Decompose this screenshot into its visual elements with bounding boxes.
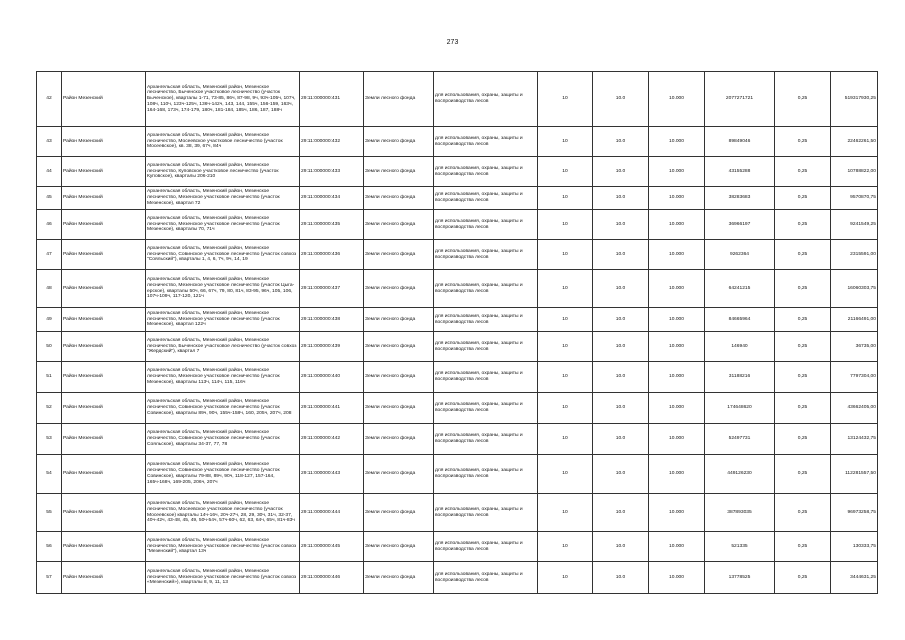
rate-cell: 0,25 [775, 332, 831, 362]
area-cell: 31188216 [705, 362, 775, 393]
address-cell: Архангельская область, Мезенский район, Мезенское лесничество, Совинское участковое лесничество (участок Совинское), кварталы 79-88, 89ч, 90ч, 118-127, 157-164, 165ч-168ч, 169-205, 206ч, 207ч [146, 455, 300, 494]
address-cell: Архангельская область, Мезенский район, Мезенское лесничество, Быченское участковое лесничество (участок Быченское), кварталы 1-71, 73-85, 86ч, 87-98, 9ч, 93ч-105ч, 107ч, 108ч, 110ч, 123ч-125ч, 136ч-142ч, 143, 144, 155ч, 156-159, 163ч, 164-168, 173ч, 174-179, 180ч, 181-184, 185ч, 186, 187, 188ч [146, 72, 300, 127]
region-cell: Район Мезенский [62, 187, 146, 210]
row-number: 51 [37, 362, 62, 393]
quantity-cell: 10 [538, 210, 593, 240]
rate-cell: 0,25 [775, 210, 831, 240]
row-number: 44 [37, 157, 62, 187]
amount-cell: 7797304,00 [831, 362, 878, 393]
permitted-use-cell: для использования, охраны, защиты и воспроизводства лесов [434, 562, 538, 594]
rate-cell: 0,25 [775, 562, 831, 594]
region-cell: Район Мезенский [62, 562, 146, 594]
unit-value-cell: 10.0 [593, 240, 649, 270]
row-number: 46 [37, 210, 62, 240]
unit-value-cell: 10.0 [593, 562, 649, 594]
region-cell: Район Мезенский [62, 127, 146, 157]
land-category-cell: Земли лесного фонда [364, 393, 434, 424]
address-cell: Архангельская область, Мезенский район, Мезенское лесничество, Совинское участковое лесничество (участок совхоз "Сояльский"), кварталы 1, 4, 6, 7ч, 9ч, 14, 19 [146, 240, 300, 270]
permitted-use-cell: для использования, охраны, защиты и воспроизводства лесов [434, 393, 538, 424]
permitted-use-cell: для использования, охраны, защиты и воспроизводства лесов [434, 362, 538, 393]
table-row [37, 72, 878, 127]
area-cell: 38283683 [705, 187, 775, 210]
table-row [37, 532, 878, 562]
entity-value-cell: 10.000 [649, 72, 705, 127]
land-category-cell: Земли лесного фонда [364, 362, 434, 393]
address-cell: Архангельская область, Мезенский район, Мезенское лесничество, Мезенское участковое лесничество (участок совхоз "Мезенский"), квартал 13ч [146, 532, 300, 562]
quantity-cell: 10 [538, 562, 593, 594]
table-row [37, 424, 878, 455]
unit-value-cell: 10.0 [593, 424, 649, 455]
quantity-cell: 10 [538, 455, 593, 494]
amount-cell: 13124432,75 [831, 424, 878, 455]
table-row [37, 562, 878, 594]
unit-value-cell: 10.0 [593, 494, 649, 532]
region-cell: Район Мезенский [62, 424, 146, 455]
permitted-use-cell: для использования, охраны, защиты и воспроизводства лесов [434, 532, 538, 562]
rate-cell: 0,25 [775, 72, 831, 127]
region-cell: Район Мезенский [62, 494, 146, 532]
amount-cell: 43662405,00 [831, 393, 878, 424]
land-category-cell: Земли лесного фонда [364, 308, 434, 332]
area-cell: 84665964 [705, 308, 775, 332]
region-cell: Район Мезенский [62, 393, 146, 424]
table-row [37, 240, 878, 270]
row-number: 54 [37, 455, 62, 494]
row-number: 42 [37, 72, 62, 127]
rate-cell: 0,25 [775, 157, 831, 187]
region-cell: Район Мезенский [62, 210, 146, 240]
permitted-use-cell: для использования, охраны, защиты и воспроизводства лесов [434, 270, 538, 308]
address-cell: Архангельская область, Мезенский район, Мезенское лесничество, Мезенское участковое лесничество (участок Цыга-ерское), кварталы 50ч, 66, 67ч, 79, 80, 81ч, 83-95, 96ч, 105, 106, 107ч-109ч, 117-120, 121ч [146, 270, 300, 308]
quantity-cell: 10 [538, 424, 593, 455]
area-cell: 521335 [705, 532, 775, 562]
area-cell: 9262364 [705, 240, 775, 270]
cadastral-number-cell: 29:11:000000:433 [300, 157, 364, 187]
table-row [37, 362, 878, 393]
cadastral-number-cell: 29:11:000000:440 [300, 362, 364, 393]
cadastral-number-cell: 29:11:000000:437 [300, 270, 364, 308]
unit-value-cell: 10.0 [593, 127, 649, 157]
row-number: 45 [37, 187, 62, 210]
row-number: 43 [37, 127, 62, 157]
quantity-cell: 10 [538, 332, 593, 362]
table-row [37, 187, 878, 210]
rate-cell: 0,25 [775, 308, 831, 332]
cadastral-number-cell: 29:11:000000:441 [300, 393, 364, 424]
region-cell: Район Мезенский [62, 72, 146, 127]
land-category-cell: Земли лесного фонда [364, 187, 434, 210]
land-category-cell: Земли лесного фонда [364, 424, 434, 455]
quantity-cell: 10 [538, 494, 593, 532]
table-row [37, 210, 878, 240]
rate-cell: 0,25 [775, 393, 831, 424]
cadastral-number-cell: 29:11:000000:439 [300, 332, 364, 362]
amount-cell: 112281557,50 [831, 455, 878, 494]
row-number: 50 [37, 332, 62, 362]
land-category-cell: Земли лесного фонда [364, 72, 434, 127]
permitted-use-cell: для использования, охраны, защиты и воспроизводства лесов [434, 72, 538, 127]
rate-cell: 0,25 [775, 362, 831, 393]
quantity-cell: 10 [538, 157, 593, 187]
row-number: 48 [37, 270, 62, 308]
address-cell: Архангельская область, Мезенский район, Мезенское лесничество, Мезенское участковое лесничество (участок Мезенское), кварталы 70, 71ч [146, 210, 300, 240]
area-cell: 43155288 [705, 157, 775, 187]
quantity-cell: 10 [538, 127, 593, 157]
entity-value-cell: 10.000 [649, 332, 705, 362]
row-number: 47 [37, 240, 62, 270]
land-category-cell: Земли лесного фонда [364, 210, 434, 240]
rate-cell: 0,25 [775, 494, 831, 532]
address-cell: Архангельская область, Мезенский район, Мезенское лесничество, Мезенское участковое лесничество (участок совхоз «Мезенский»), кварталы 8, 9, 11, 13 [146, 562, 300, 594]
entity-value-cell: 10.000 [649, 455, 705, 494]
permitted-use-cell: для использования, охраны, защиты и воспроизводства лесов [434, 494, 538, 532]
table-row [37, 393, 878, 424]
entity-value-cell: 10.000 [649, 362, 705, 393]
amount-cell: 96973258,75 [831, 494, 878, 532]
table-row [37, 455, 878, 494]
land-category-cell: Земли лесного фонда [364, 240, 434, 270]
area-cell: 174648620 [705, 393, 775, 424]
table-row [37, 157, 878, 187]
amount-cell: 36735,00 [831, 332, 878, 362]
quantity-cell: 10 [538, 72, 593, 127]
entity-value-cell: 10.000 [649, 308, 705, 332]
quantity-cell: 10 [538, 240, 593, 270]
permitted-use-cell: для использования, охраны, защиты и воспроизводства лесов [434, 455, 538, 494]
address-cell: Архангельская область, Мезенский район, Мезенское лесничество, Мезенское участковое лесничество (участок Мезенское), квартал 72 [146, 187, 300, 210]
amount-cell: 10788822,00 [831, 157, 878, 187]
amount-cell: 9570870,75 [831, 187, 878, 210]
land-category-cell: Земли лесного фонда [364, 127, 434, 157]
unit-value-cell: 10.0 [593, 72, 649, 127]
rate-cell: 0,25 [775, 187, 831, 210]
region-cell: Район Мезенский [62, 157, 146, 187]
cadastral-number-cell: 29:11:000000:444 [300, 494, 364, 532]
entity-value-cell: 10.000 [649, 562, 705, 594]
permitted-use-cell: для использования, охраны, защиты и воспроизводства лесов [434, 210, 538, 240]
table-row [37, 332, 878, 362]
entity-value-cell: 10.000 [649, 127, 705, 157]
cadastral-number-cell: 29:11:000000:443 [300, 455, 364, 494]
quantity-cell: 10 [538, 393, 593, 424]
quantity-cell: 10 [538, 308, 593, 332]
row-number: 56 [37, 532, 62, 562]
quantity-cell: 10 [538, 362, 593, 393]
cadastral-number-cell: 29:11:000000:438 [300, 308, 364, 332]
land-register-table [36, 71, 878, 594]
land-category-cell: Земли лесного фонда [364, 455, 434, 494]
land-category-cell: Земли лесного фонда [364, 332, 434, 362]
region-cell: Район Мезенский [62, 240, 146, 270]
rate-cell: 0,25 [775, 127, 831, 157]
region-cell: Район Мезенский [62, 532, 146, 562]
address-cell: Архангельская область, Мезенский район, Мезенское лесничество, Совинское участковое лесничество (участок Совинское), кварталы 89ч, 90ч, 155ч-158ч, 160, 205ч, 207ч, 208 [146, 393, 300, 424]
cadastral-number-cell: 29:11:000000:442 [300, 424, 364, 455]
address-cell: Архангельская область, Мезенский район, Мезенское лесничество, Быченское участковое лесничество (участок совхоз "Жердский"), квартал 7 [146, 332, 300, 362]
area-cell: 146940 [705, 332, 775, 362]
amount-cell: 22462261,50 [831, 127, 878, 157]
row-number: 57 [37, 562, 62, 594]
permitted-use-cell: для использования, охраны, защиты и воспроизводства лесов [434, 332, 538, 362]
permitted-use-cell: для использования, охраны, защиты и воспроизводства лесов [434, 157, 538, 187]
unit-value-cell: 10.0 [593, 455, 649, 494]
unit-value-cell: 10.0 [593, 362, 649, 393]
address-cell: Архангельская область, Мезенский район, Мезенское лесничество, Мезенское участковое лесничество (участок Мезенское), кварталы 113ч, 114ч, 115, 116ч [146, 362, 300, 393]
entity-value-cell: 10.000 [649, 187, 705, 210]
entity-value-cell: 10.000 [649, 424, 705, 455]
table-row [37, 494, 878, 532]
amount-cell: 519317930,25 [831, 72, 878, 127]
amount-cell: 16060303,75 [831, 270, 878, 308]
cadastral-number-cell: 29:11:000000:435 [300, 210, 364, 240]
permitted-use-cell: для использования, охраны, защиты и воспроизводства лесов [434, 187, 538, 210]
region-cell: Район Мезенский [62, 455, 146, 494]
unit-value-cell: 10.0 [593, 187, 649, 210]
unit-value-cell: 10.0 [593, 270, 649, 308]
address-cell: Архангельская область, Мезенский район, Мезенское лесничество, Мосеевское участковое лесничество (участок Мосеевское) кварталы 14ч-16ч, 20ч-27ч, 28, 29, 30ч, 31ч, 32-37, 40ч-42ч, 43-48, 45, 49, 50ч-54ч, 57ч-60ч, 62, 63, 64ч, 65ч, 81ч-83ч [146, 494, 300, 532]
amount-cell: 3444631,25 [831, 562, 878, 594]
address-cell: Архангельская область, Мезенский район, Мезенское лесничество, Мосеевское участковое лесничество (участок Мосеевское), кв. 38, 39, 67ч, 84ч [146, 127, 300, 157]
row-number: 52 [37, 393, 62, 424]
address-cell: Архангельская область, Мезенский район, Мезенское лесничество, Куповское участковое лесничество (участок Куповское), кварталы 206-210 [146, 157, 300, 187]
area-cell: 64241215 [705, 270, 775, 308]
entity-value-cell: 10.000 [649, 494, 705, 532]
region-cell: Район Мезенский [62, 270, 146, 308]
cadastral-number-cell: 29:11:000000:446 [300, 562, 364, 594]
row-number: 49 [37, 308, 62, 332]
area-cell: 2077271721 [705, 72, 775, 127]
quantity-cell: 10 [538, 187, 593, 210]
permitted-use-cell: для использования, охраны, защиты и воспроизводства лесов [434, 240, 538, 270]
unit-value-cell: 10.0 [593, 532, 649, 562]
unit-value-cell: 10.0 [593, 210, 649, 240]
land-category-cell: Земли лесного фонда [364, 494, 434, 532]
area-cell: 387893035 [705, 494, 775, 532]
quantity-cell: 10 [538, 532, 593, 562]
address-cell: Архангельская область, Мезенский район, Мезенское лесничество, Мезенское участковое лесничество (участок Мезенское), квартал 122ч [146, 308, 300, 332]
permitted-use-cell: для использования, охраны, защиты и воспроизводства лесов [434, 127, 538, 157]
amount-cell: 2315591,00 [831, 240, 878, 270]
area-cell: 89849046 [705, 127, 775, 157]
unit-value-cell: 10.0 [593, 308, 649, 332]
entity-value-cell: 10.000 [649, 240, 705, 270]
region-cell: Район Мезенский [62, 362, 146, 393]
rate-cell: 0,25 [775, 455, 831, 494]
table-row [37, 308, 878, 332]
row-number: 53 [37, 424, 62, 455]
cadastral-number-cell: 29:11:000000:445 [300, 532, 364, 562]
rate-cell: 0,25 [775, 532, 831, 562]
amount-cell: 9241549,25 [831, 210, 878, 240]
unit-value-cell: 10.0 [593, 332, 649, 362]
table-row [37, 127, 878, 157]
region-cell: Район Мезенский [62, 308, 146, 332]
area-cell: 13778525 [705, 562, 775, 594]
land-category-cell: Земли лесного фонда [364, 532, 434, 562]
permitted-use-cell: для использования, охраны, защиты и воспроизводства лесов [434, 308, 538, 332]
rate-cell: 0,25 [775, 240, 831, 270]
area-cell: 449126230 [705, 455, 775, 494]
unit-value-cell: 10.0 [593, 393, 649, 424]
row-number: 55 [37, 494, 62, 532]
rate-cell: 0,25 [775, 424, 831, 455]
cadastral-number-cell: 29:11:000000:436 [300, 240, 364, 270]
land-category-cell: Земли лесного фонда [364, 562, 434, 594]
entity-value-cell: 10.000 [649, 393, 705, 424]
table-row [37, 270, 878, 308]
entity-value-cell: 10.000 [649, 157, 705, 187]
permitted-use-cell: для использования, охраны, защиты и воспроизводства лесов [434, 424, 538, 455]
entity-value-cell: 10.000 [649, 210, 705, 240]
amount-cell: 21166491,00 [831, 308, 878, 332]
entity-value-cell: 10.000 [649, 270, 705, 308]
land-category-cell: Земли лесного фонда [364, 270, 434, 308]
page-number: 273 [446, 39, 459, 46]
amount-cell: 130333,75 [831, 532, 878, 562]
cadastral-number-cell: 29:11:000000:431 [300, 72, 364, 127]
cadastral-number-cell: 29:11:000000:434 [300, 187, 364, 210]
address-cell: Архангельская область, Мезенский район, Мезенское лесничество, Совинское участковое лесничество (участок Сояльское), кварталы 34-37, 77, 78 [146, 424, 300, 455]
entity-value-cell: 10.000 [649, 532, 705, 562]
area-cell: 52497731 [705, 424, 775, 455]
quantity-cell: 10 [538, 270, 593, 308]
region-cell: Район Мезенский [62, 332, 146, 362]
area-cell: 36966197 [705, 210, 775, 240]
cadastral-number-cell: 29:11:000000:432 [300, 127, 364, 157]
unit-value-cell: 10.0 [593, 157, 649, 187]
rate-cell: 0,25 [775, 270, 831, 308]
land-category-cell: Земли лесного фонда [364, 157, 434, 187]
